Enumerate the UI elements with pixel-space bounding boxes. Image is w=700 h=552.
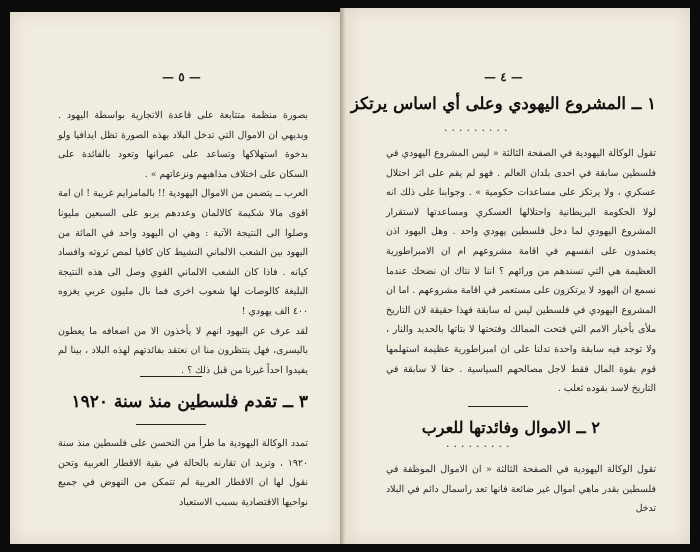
right-page bbox=[346, 8, 690, 544]
left-page bbox=[10, 12, 342, 544]
section-2-text: تقول الوكالة اليهودية في الصفحة الثالثة « ان الاموال الموظفة في فلسطين بقدر ماهي اموال غير ضائعة فانها تعد راسمال دائم في البلاد تدخل bbox=[386, 464, 656, 515]
divider bbox=[468, 406, 528, 407]
section-3-heading: ٣ ــ تقدم فلسطين منذ سنة ١٩٢٠ bbox=[71, 392, 308, 412]
paragraph: بصورة منظمة متتابعة على قاعدة الاتجارية بواسطة اليهود . وبديهي ان الاموال التي تدخل البلاد بهذه الصورة تظل ايدافيا ولو بدخوة استهلاكها وتساعد على عمرانها وتعود بالفائدة على السكان على اختلاف مذاهبهم ونزعاتهم » . bbox=[58, 110, 308, 180]
body-text bbox=[58, 106, 308, 380]
ornament-divider: ········· bbox=[444, 124, 512, 137]
page-number: — ٥ — bbox=[162, 70, 201, 84]
divider bbox=[140, 376, 202, 377]
divider bbox=[136, 424, 206, 425]
page-number: — ٤ — bbox=[484, 70, 523, 84]
section-1-text: تقول الوكالة اليهودية في الصفحة الثالثة « ليس المشروع اليهودي في فلسطين سابقة في احدى بلدان العالم . فهو لم يقم على اثر احتلال عسكري ، ولا يرتكز على مساعدات حكومية » . وجوابنا على ذلك انه لولا الحكومة البريطانية واحتلالها العسكري ومساعدتها لاستقرار المشروع اليهودي لما دخل فلسطين يهودي واحد . وهل اليهود اذن يعتمدون على انفسهم في اقامة مشروعهم ام ان الامبراطورية العظيمة هي التي تسندهم من ورائهم ؟ اننا لا نتاك ان نضحك عندما نسمع ان اليهود لا يرتكزون على مستعمر في اقامة مشروعهم . اما ان المشروع اليهودي في فلسطين ليس له سابقة فهذا حقيقة لان التاريخ ملأى بأخبار الامم التي فتحت الممالك وفتحتها لا بتاتها بالحديد والنار ، ولا توجد فيه سابقة واحدة تدلنا على ان امبراطورية عظيمة استهلمها قوم بقوة المال فقط لاجل مصالحهم السياسية . حقا لا سابقة في التاريخ لاسد بقوده ثعلب . bbox=[386, 148, 656, 395]
ornament-divider: ········· bbox=[446, 440, 514, 453]
paragraph: لقد عرف عن اليهود انهم لا يأخذون الا من اضعافه ما يعطون باليسرى، فهل ينتظرون منا ان نعتقد بفائدتهم لهذه البلاد ، بينا لم يفيدوا احداً غيرنا من قبل ذلك ؟ . bbox=[58, 325, 308, 376]
section-3-text: تمدد الوكالة اليهودية ما طرأ من التحسن على فلسطين منذ سنة ١٩٢٠ ، وتريد ان تقارنه بالحالة في بقية الاقطار العربية وتحن نقول لها ان الاقطار العربية لم تتمكن من النهوض في جميع نواحيها الاقتصادية بسبب الاستعباد bbox=[58, 438, 308, 508]
section-2-heading: ٢ ــ الاموال وفائدتها للعرب bbox=[421, 418, 600, 437]
section-1-heading: ١ ــ المشروع اليهودي وعلى أي اساس يرتكز bbox=[350, 94, 656, 113]
paragraph: العرب ــ يتضمن من الاموال اليهودية !! بالمامزايم غريبة ! ان امة اقوى مالا شكيمة كالالمان وعددهم يربو على السبعين مليونا وصلوا الى النتيجة الآتية : وهي ان اليهود واحد في المائة من اليهود بين الشعب الالماني النشيط كان كافيا لمص ثروته وافساد كيانه . فاذا كان الشعب الالماني القوي وصل الى هذه النتيجة البليغة كالوصات لها شعوب اخرى فما بال مليون عربي يغزوه ٤٠٠ الف يهودي ! bbox=[58, 188, 308, 317]
